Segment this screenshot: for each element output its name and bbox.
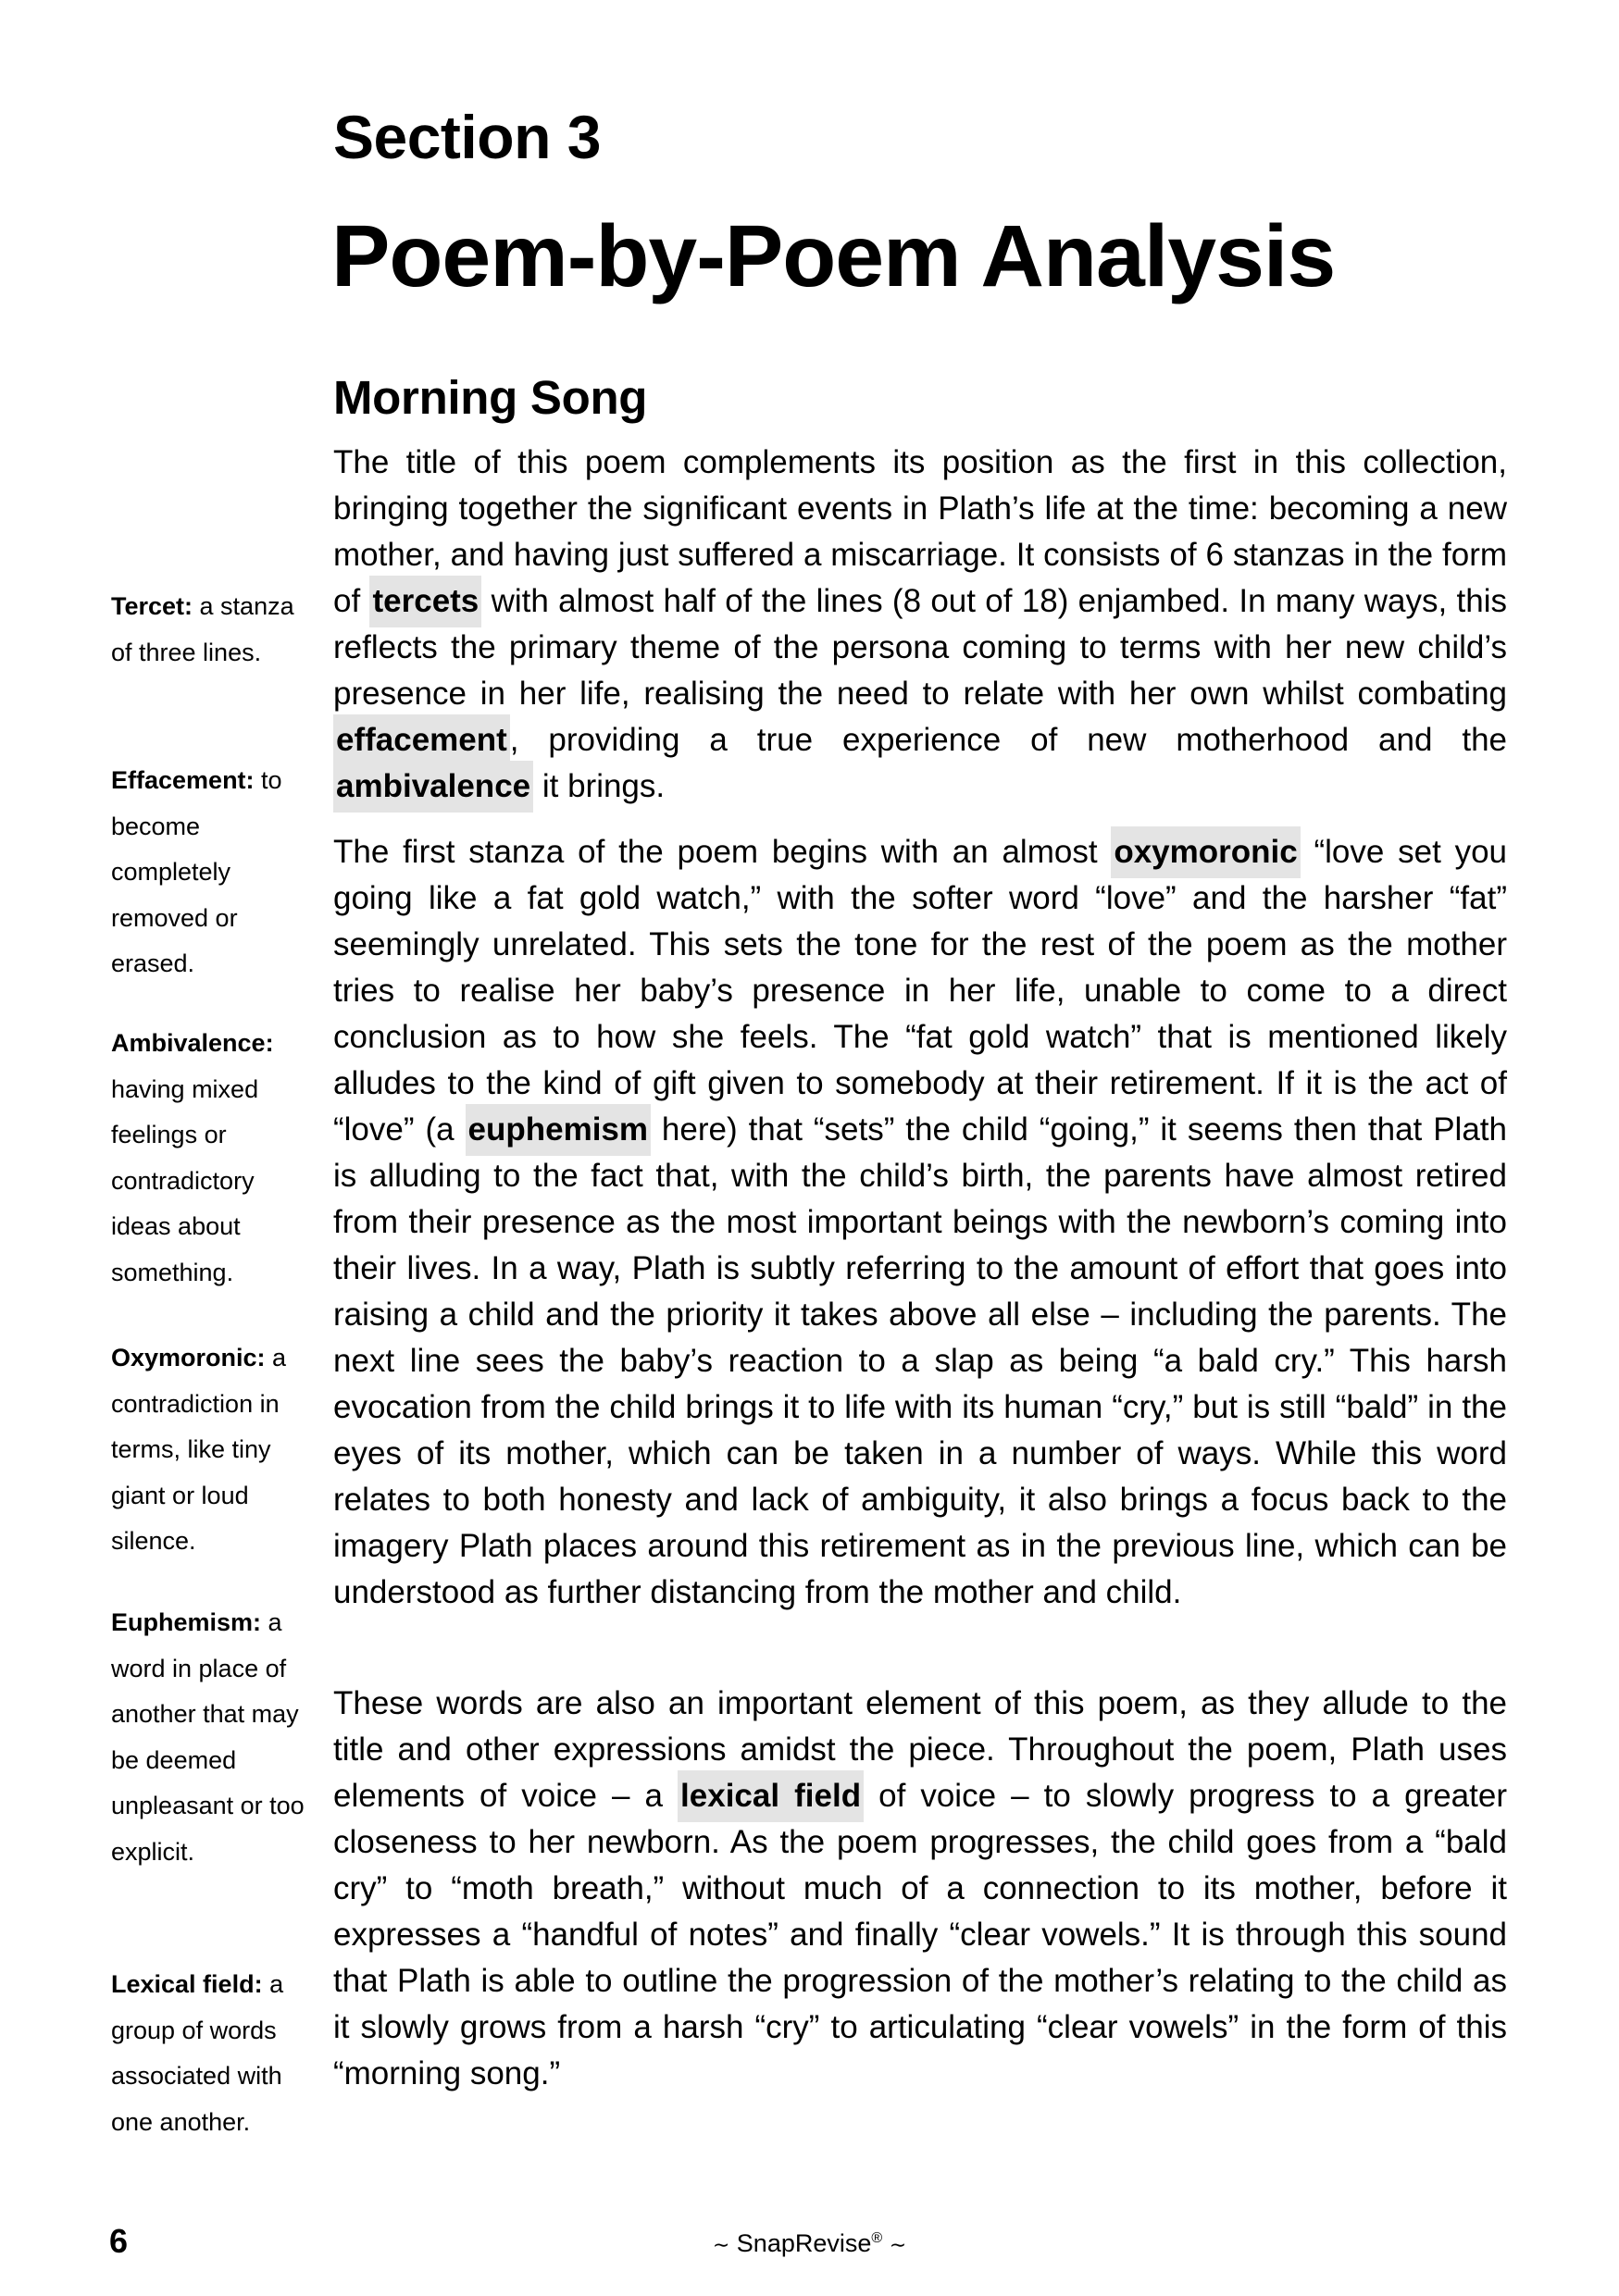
key-term-lexical-field: lexical field <box>678 1770 864 1822</box>
paragraph-text: with almost half of the lines (8 out of 18) enjambed. In many ways, this reflects the primary theme of the persona coming to terms with her new child’s presence in her life, realising the need to relate with her own whilst combating <box>333 583 1507 712</box>
glossary-term: Ambivalence: <box>111 1029 274 1057</box>
analysis-paragraph-2 <box>333 829 1507 1616</box>
glossary-term: Oxymoronic: <box>111 1344 266 1371</box>
paragraph-text: of voice – to slowly progress to a greater closeness to her newborn. As the poem progresses, the child goes from a “bald cry” to “moth breath,” without much of a connection to its mother, before it expresses a “handful of notes” and finally “clear vowels.” It is through this sound that Plath is able to outline the progression of the mother’s relating to the child as it slowly grows from a harsh “cry” to articulating “clear vowels” in the form of this “morning song.” <box>333 1778 1507 2091</box>
page-title: Poem-by-Poem Analysis <box>331 207 1336 305</box>
glossary-note-lexical-field <box>111 1962 310 2145</box>
paragraph-text: , providing a true experience of new motherhood and the <box>509 722 1507 758</box>
key-term-tercets: tercets <box>369 576 481 627</box>
registered-mark-icon: ® <box>871 2230 883 2246</box>
glossary-note-effacement <box>111 758 310 987</box>
glossary-note-tercet <box>111 584 310 676</box>
footer-brand <box>0 2225 1619 2264</box>
key-term-oxymoronic: oxymoronic <box>1111 826 1300 878</box>
key-term-ambivalence: ambivalence <box>333 761 533 813</box>
poem-title: Morning Song <box>333 371 648 424</box>
glossary-note-oxymoronic <box>111 1335 310 1565</box>
glossary-definition: to become completely removed or erased. <box>111 766 282 977</box>
glossary-note-ambivalence <box>111 1021 310 1296</box>
paragraph-text: The title of this poem complements its position as the first in this collection, bringing together the significant events in Plath’s life at the time: becoming a new mother, and having just suffered a miscarriage. It consists of 6 stanzas in the form of <box>333 444 1507 619</box>
glossary-term: Lexical field: <box>111 1970 263 1998</box>
key-term-effacement: effacement <box>333 714 510 766</box>
tilde-right-icon: ∼ <box>889 2233 907 2256</box>
section-label: Section 3 <box>333 103 601 171</box>
glossary-note-euphemism <box>111 1600 310 1875</box>
glossary-definition: a word in place of another that may be deemed unpleasant or too explicit. <box>111 1608 305 1866</box>
glossary-term: Euphemism: <box>111 1608 262 1636</box>
glossary-definition: a stanza of three lines. <box>111 592 294 666</box>
paragraph-text: “love set you going like a fat gold watch,” with the softer word “love” and the harsher “fat” seemingly unrelated. This sets the tone for the rest of the poem as the mother tries to realise her baby’s presence in her life, unable to come to a direct conclusion as to how she feels. The “fat gold watch” that is mentioned likely alludes to the kind of gift given to somebody at their retirement. If it is the act of “love” (a <box>333 834 1507 1148</box>
analysis-paragraph-3 <box>333 1681 1507 2097</box>
glossary-term: Effacement: <box>111 766 255 794</box>
glossary-definition: having mixed feelings or contradictory ideas about something. <box>111 1074 259 1286</box>
key-term-euphemism: euphemism <box>466 1104 652 1156</box>
paragraph-text: here) that “sets” the child “going,” it seems then that Plath is alluding to the fact that, with the child’s birth, the parents have almost retired from their presence as the most important beings with the newborn’s coming into their lives. In a way, Plath is subtly referring to the amount of effort that goes into raising a child and the priority it takes above all else – including the parents. The next line sees the baby’s reaction to a slap as being “a bald cry.” This harsh evocation from the child brings it to life with its human “cry,” but is still “bald” in the eyes of its mother, which can be taken in a number of ways. While this word relates to both honesty and lack of ambiguity, it also brings a focus back to the imagery Plath places around this retirement as in the previous line, which can be understood as further distancing from the mother and child. <box>333 1111 1507 1610</box>
page-number: 6 <box>109 2222 129 2260</box>
glossary-definition: a contradiction in terms, like tiny giant or loud silence. <box>111 1344 287 1555</box>
paragraph-text: it brings. <box>533 768 666 804</box>
brand-name: SnapRevise <box>736 2229 872 2257</box>
glossary-term: Tercet: <box>111 592 193 620</box>
analysis-paragraph-1 <box>333 440 1507 810</box>
glossary-definition: a group of words associated with one another. <box>111 1970 284 2136</box>
tilde-left-icon: ∼ <box>712 2233 730 2256</box>
paragraph-text: The first stanza of the poem begins with an almost <box>333 834 1112 870</box>
paragraph-text: These words are also an important element of this poem, as they allude to the title and other expressions amidst the piece. Throughout the poem, Plath uses elements of voice – a <box>333 1685 1507 1814</box>
